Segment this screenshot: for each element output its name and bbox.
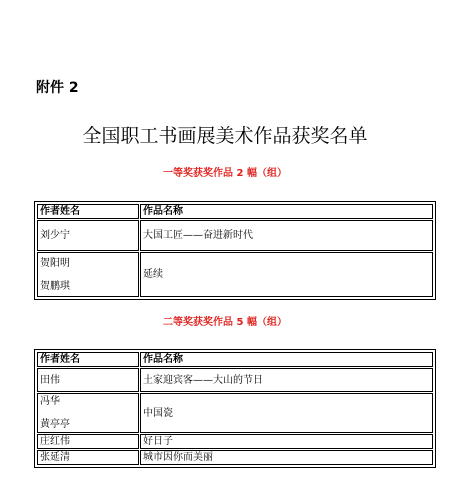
second-prize-heading: 二等奖获奖作品 5 幅（组） — [163, 317, 287, 328]
author-name: 冯华 — [40, 396, 60, 407]
table-header-row — [37, 352, 433, 367]
document-title: 全国职工书画展美术作品获奖名单 — [82, 125, 368, 147]
table-row — [37, 368, 433, 392]
author-cell — [37, 368, 139, 392]
table-row — [37, 434, 433, 449]
table-row — [37, 450, 433, 465]
work-cell: 好日子 — [140, 434, 433, 449]
table-row — [37, 252, 433, 297]
work-column-header: 作品名称 — [140, 352, 433, 367]
author-cell — [37, 252, 139, 297]
author-name: 田伟 — [40, 374, 60, 386]
first-prize-table — [34, 201, 436, 300]
author-column-header: 作者姓名 — [37, 352, 139, 367]
first-prize-heading: 一等奖获奖作品 2 幅（组） — [163, 168, 287, 179]
author-name: 贺阳明 — [40, 257, 70, 269]
author-cell — [37, 393, 139, 433]
table-row — [37, 220, 433, 251]
author-cell — [37, 434, 139, 449]
work-cell: 城市因你而美丽 — [140, 450, 433, 465]
work-cell: 土家迎宾客——大山的节日 — [140, 368, 433, 392]
table-row — [37, 393, 433, 433]
author-cell — [37, 220, 139, 251]
author-name: 庄红伟 — [40, 436, 70, 447]
author-cell — [37, 450, 139, 465]
author-column-header: 作者姓名 — [37, 204, 139, 219]
attachment-label: 附件 2 — [36, 80, 79, 96]
author-name: 贺鹏琪 — [40, 280, 70, 292]
second-prize-table — [34, 349, 436, 468]
work-cell: 大国工匠——奋进新时代 — [140, 220, 433, 251]
author-name: 张延清 — [40, 452, 70, 463]
work-column-header: 作品名称 — [140, 204, 433, 219]
work-cell: 延续 — [140, 252, 433, 297]
author-name: 刘少宁 — [40, 230, 70, 241]
author-name: 黄亭亭 — [40, 419, 70, 430]
work-cell: 中国瓷 — [140, 393, 433, 433]
table-header-row — [37, 204, 433, 219]
